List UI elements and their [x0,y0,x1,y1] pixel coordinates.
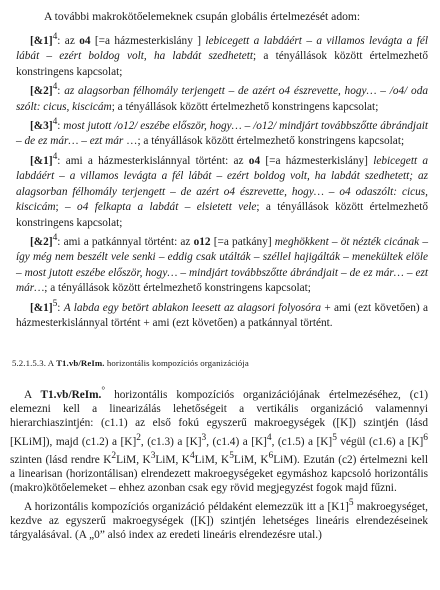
item-label: [&1] [30,301,53,314]
definition-item [16,80,428,115]
text-run: + ami (ezt követően) a házmesterkislánnyal történt + ami (ezt követően) a patkánnyal történt. [16,301,428,330]
definition-item [16,150,428,231]
text-run: A [24,388,41,401]
item-text [16,236,428,295]
item-text [16,35,428,78]
item-text [16,302,428,330]
text-run: az alagsorban félhomály terjengett – de azért o4 észrevette, hogy… – /o4/ oda szólt: cicus, kiscicám [16,85,428,113]
text-run: : [57,301,64,314]
text-run: LiM, K [155,453,190,466]
item-text [16,120,428,148]
text-run: …; a tényállások között értelmezhető konstringens kapcsolat; [123,135,405,148]
text-run: LiM, K [116,453,151,466]
item-level: 4 [52,151,58,162]
text-run: : ami a házmesterkislánnyal történt: az [57,154,249,167]
text-run: , (c1.5) a [K] [271,435,333,448]
superscript: 2 [136,432,141,443]
text-run: ; a tényállások között értelmezhető konstringens kapcsolat; [111,100,379,113]
section-number: 5.2.1.5.3. A [12,357,54,368]
text-run: : [57,119,64,132]
text-run: ; a tényállások között értelmezhető konstringens kapcsolat; [16,201,429,229]
item-level: 4 [52,117,58,128]
text-run: lebicegett a labdáért – a villamos levágta a fél lábát – ezért boldog volt, ha labdát szedhetett; az alagsorban félhomály terjengett – de azért o4 észrevette, hogy… – o4 odaszólt: cicus, kiscicám [16,154,428,214]
text-run: o12 [193,235,211,248]
definition-item [16,115,428,150]
text-run: ; a tényállások között értelmezhető konstringens kapcsolat; [44,282,311,295]
text-run: o4 felkapta a labdát – elsietett vele [77,201,257,214]
superscript: 6 [268,450,274,461]
text-run: , (c1.4) a [K] [206,435,267,448]
text-run: makroegységet, kezdve az egyszerű makroegységek ([K]) szintjén lehetséges lineáris elrendezéseinek tárgyalásával. (A „0” alsó index az eredeti lineáris elrendezésre utal.) [10,500,428,542]
text-run: o4 [248,154,261,167]
superscript: ° [101,385,106,396]
superscript: 2 [111,450,117,461]
item-level: 4 [52,82,58,93]
item-text [16,85,428,113]
definition-item [16,231,428,297]
item-text [16,155,428,229]
text-run: [=a házmesterkislány ] [90,34,206,47]
text-run: végül (c1.6) a [K] [336,435,424,448]
body-paragraph [10,384,428,496]
superscript: 4 [189,450,195,461]
section-heading-text: horizontális kompozíciós organizációja [106,357,249,368]
superscript: 5 [332,432,337,443]
text-run: A labda egy betört ablakon leesett az alagsori folyosóra [63,301,321,314]
item-label: [&2] [30,235,53,248]
item-level: 4 [52,233,58,244]
definition-item [16,297,428,332]
text-run: lebicegett a labdáért – a villamos levágta a fél lábát – ezért boldog volt, ha labdát szedhetett [16,34,428,63]
item-label: [&2] [30,85,53,98]
body-paragraph [10,496,428,543]
text-run: ; a tényállások között értelmezhető konstringens kapcsolat; [16,50,428,78]
definition-item [16,30,428,80]
superscript: 6 [423,432,428,443]
item-level: 5 [52,298,58,309]
item-label: [&1] [30,34,53,47]
definition-list [10,30,428,332]
item-label: [&3] [30,119,53,132]
text-run: [=a házmesterkislány] [260,154,374,167]
text-run: meghökkent – öt nézték cicának – így még nem beszélt vele senki – eddig csak utálták – széllel hajigálták – menekültek elöle – most jutott eszébe először, hogy… – mindjárt továbbszőtte ábrándjait – de ez már… – ezt már… [16,235,428,295]
text-run: : az [57,34,80,47]
item-level: 4 [52,32,58,42]
text-run: : [57,85,65,98]
section-heading-bold: T1.vb/ReIm. [56,357,105,368]
text-run: T1.vb/ReIm. [40,388,102,401]
text-run: most jutott /o12/ eszébe először, hogy… – /o12/ mindjárt továbbszőtte ábrándjait – de ez már… – ezt már [16,119,428,148]
section-heading [12,357,428,369]
superscript: 3 [150,450,156,461]
text-run: szinten (lásd rendre K [10,453,112,466]
text-run: horizontális kompozíciós organizációjának értelmezéséhez, (c1) elemezni kell a linearizálás lehetőségeit a vertikális organizáció valamennyi hierarchiaszintjén: (c1.1) az első fokú egyszerű makroegységek ([K]) szintjén (lásd [KLiM]), majd (c1.2) a [K] [10,388,428,448]
superscript: 4 [266,432,272,443]
text-run: LiM, K [194,453,230,466]
superscript: 5 [348,497,354,508]
text-run: : ami a patkánnyal történt: az [57,235,194,248]
text-run: , (c1.3) a [K] [140,435,202,448]
text-run: o4 [79,34,91,47]
text-run: LiM). Ezután (c2) értelmezni kell a linearisan (horizontálisan) elrendezett makroegységeket egymáshoz kapcsoló horizontális (makro)kötőelemeket – ehhez azonban csak egy rövid megjegyzést fogok majd fűzni. [10,453,428,495]
text-run: [=a patkány] [210,235,275,248]
text-run: LiM, K [233,453,269,466]
text-run: A horizontális kompozíciós organizáció példaként elemezzük itt a [K1] [24,500,349,513]
item-label: [&1] [30,154,53,167]
text-run: ; – [55,201,78,214]
superscript: 3 [201,432,207,443]
superscript: 5 [229,450,234,461]
intro-sentence: A további makrokötőelemeknek csupán globális értelmezését adom: [44,10,361,23]
